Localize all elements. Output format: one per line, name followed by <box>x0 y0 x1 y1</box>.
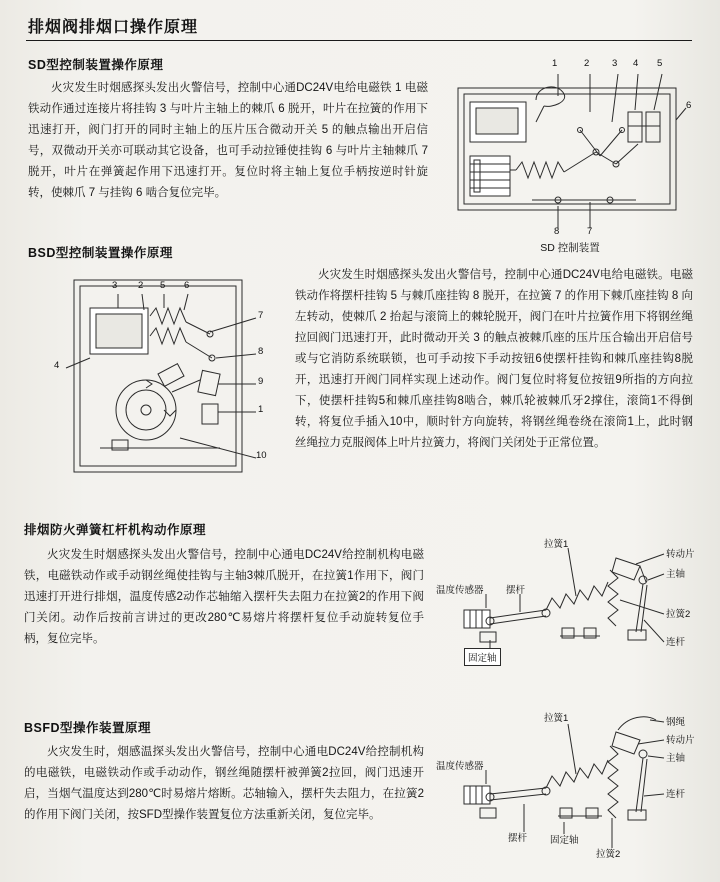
sd-callout-3: 3 <box>612 58 618 69</box>
figure-bsfd <box>436 700 700 870</box>
section-body-sd: 火灾发生时烟感探头发出火警信号，控制中心通DC24V电给电磁铁 1 电磁铁动作通过连接片将挂钩 3 与叶片主轴上的棘爪 6 脱开，叶片在拉簧的作用下迅速打开，阀门打开的同时主轴上的压片压合微动开关 5 的触点输出开启信号，双微动开关亦可联动其它设备，也可手动拉锤使挂钩 6 与叶片主轴棘爪 7 脱开，叶片在弹簧起作用下迅速打开。复位时将主轴上复位手柄按逆时针旋转，使棘爪 7 与挂钩 6 啮合复位完毕。 <box>28 82 428 199</box>
bsd-callout-10: 10 <box>256 450 267 461</box>
figure-sd <box>440 60 700 240</box>
section-body-spring-lever: 火灾发生时烟感探头发出火警信号，控制中心通电DC24V给控制机构电磁铁，电磁铁动作或手动钢丝绳使挂钩与主轴3棘爪脱开，在拉簧1作用下，阀门迅速打开进行排烟，温度传感2动作芯轴缩入摆杆失去阻力在拉簧2的作用下阀门关闭。动作后按前言讲过的更改280℃易熔片将摆杆复位手动旋转复位手柄，复位完毕。 <box>24 549 424 645</box>
bsfd-label-rod: 连杆 <box>666 789 686 800</box>
bsd-callout-4: 4 <box>54 360 60 371</box>
bsd-callout-6: 6 <box>184 280 190 291</box>
bsd-callout-8: 8 <box>258 346 264 357</box>
spring-lever-label-temp-sensor: 温度传感器 <box>436 585 484 596</box>
figure-sd-caption: SD 控制装置 <box>540 242 600 254</box>
bsfd-label-pull2: 拉簧2 <box>596 849 621 860</box>
bsfd-label-rocker: 摆杆 <box>508 833 528 844</box>
spring-lever-label-main-shaft: 主轴 <box>666 569 686 580</box>
title-divider <box>26 40 692 41</box>
bsd-callout-9: 9 <box>258 376 264 387</box>
bsfd-label-main-shaft: 主轴 <box>666 753 686 764</box>
bsfd-label-fixed-axis: 固定轴 <box>550 835 579 846</box>
spring-lever-label-pull2: 拉簧2 <box>666 609 691 620</box>
spring-lever-label-rocker: 摆杆 <box>506 585 526 596</box>
bsd-callout-5: 5 <box>160 280 166 291</box>
sd-callout-8: 8 <box>554 226 560 237</box>
sd-callout-4: 4 <box>633 58 639 69</box>
sd-callout-1: 1 <box>552 58 558 69</box>
section-heading-sd: SD型控制装置操作原理 <box>28 58 164 72</box>
sd-callout-6: 6 <box>686 100 692 111</box>
section-body-bsd: 火灾发生时烟感探头发出火警信号，控制中心通DC24V电给电磁铁。电磁铁动作将摆杆挂钩 5 与棘爪座挂钩 8 脱开，在拉簧 7 的作用下棘爪座挂钩 8 向左转动，使棘爪 2 抬起与滚筒上的棘轮脱开，阀门在叶片拉簧作用下将钢丝绳拉回阀门迅速打开，此时微动开关 3 的触点被棘爪座的压片压合输出开启信号或与它消防系统联锁，也可手动按下手动按钮6使摆杆挂钩和棘爪座挂钩8脱开，迅速打开阀门同样实现上述动作。阀门复位时将复位按钮9所指的方向拉下，使摆杆挂钩5和棘爪座挂钩8啮合，棘爪轮被棘爪牙2撑住，滚筒1不得倒转，将复位手插入10中，顺时针方向旋转，将钢丝绳卷绕在滚筒1上，此时钢丝绳拉力克服阀体上叶片拉簧力，将阀门关闭处于正常位置。 <box>295 269 693 449</box>
page-title: 排烟阀排烟口操作原理 <box>28 19 199 36</box>
sd-callout-5: 5 <box>657 58 663 69</box>
bsd-callout-7: 7 <box>258 310 264 321</box>
section-heading-spring-lever: 排烟防火弹簧杠杆机构动作原理 <box>24 523 207 537</box>
bsfd-label-cable: 钢绳 <box>666 717 686 728</box>
section-body-bsfd: 火灾发生时，烟感温探头发出火警信号，控制中心通电DC24V给控制机构的电磁铁，电磁铁动作或手动动作，钢丝绳随摆杆被弹簧2拉回，阀门迅速开启，当烟气温度达到280℃时易熔片熔断。芯轴输入，摆杆失去阻力，在拉簧2的作用下阀门关闭，按SFD型操作装置复位方法重新关闭，复位完毕。 <box>24 746 424 821</box>
figure-spring-lever <box>436 539 700 680</box>
spring-lever-label-pull1: 拉簧1 <box>544 539 569 550</box>
bsfd-label-rotating-plate: 转动片 <box>666 735 695 746</box>
spring-lever-label-rotating-plate: 转动片 <box>666 549 695 560</box>
figure-bsd <box>54 272 270 482</box>
section-heading-bsfd: BSFD型操作装置原理 <box>24 721 152 735</box>
sd-callout-7: 7 <box>587 226 593 237</box>
section-heading-bsd: BSD型控制装置操作原理 <box>28 246 173 260</box>
bsfd-label-pull1: 拉簧1 <box>544 713 569 724</box>
spring-lever-label-fixed-axis: 固定轴 <box>464 648 501 666</box>
bsd-callout-3: 3 <box>112 280 118 291</box>
spring-lever-label-rod: 连杆 <box>666 637 686 648</box>
sd-callout-2: 2 <box>584 58 590 69</box>
bsd-callout-1: 1 <box>258 404 264 415</box>
bsfd-label-temp-sensor: 温度传感器 <box>436 761 484 772</box>
bsd-callout-2: 2 <box>138 280 144 291</box>
